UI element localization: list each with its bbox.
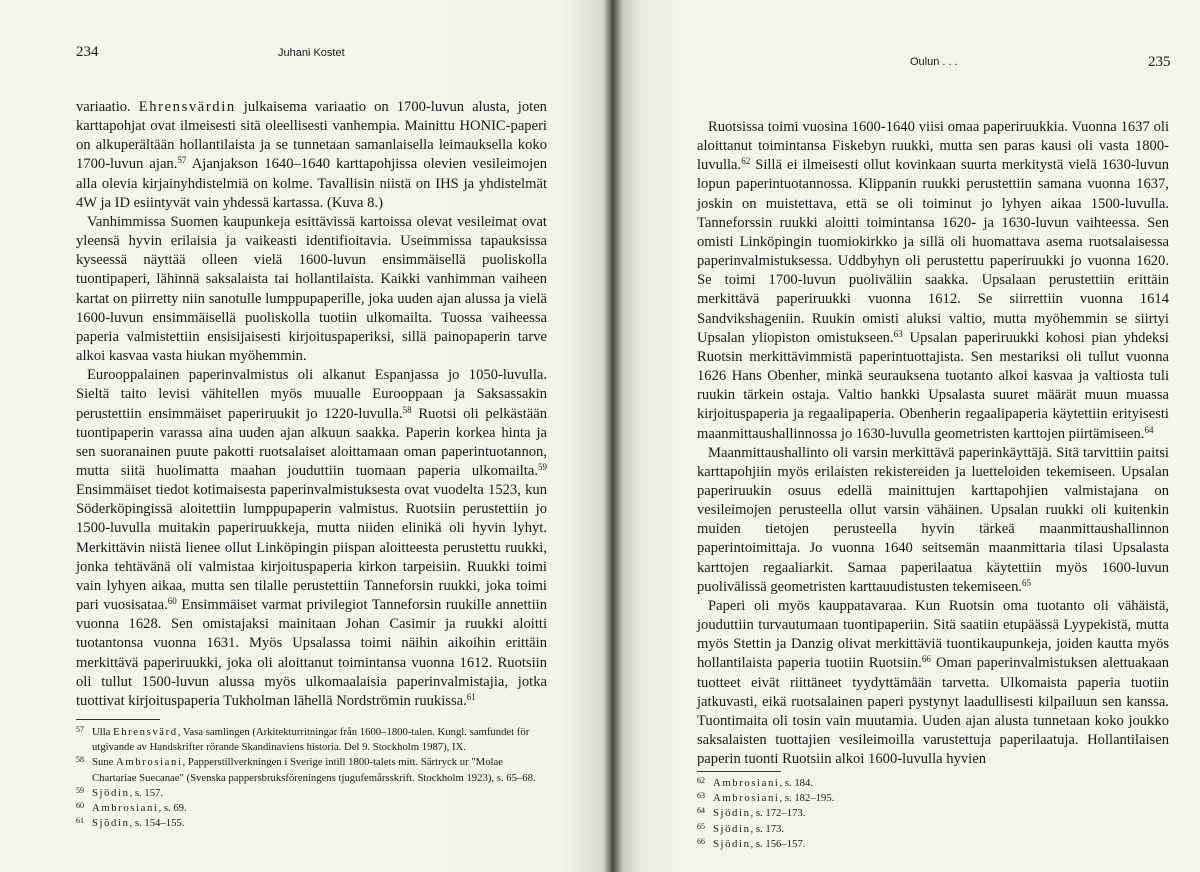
footnote-text: Sjödin, s. 157. xyxy=(92,786,164,799)
footnote xyxy=(697,806,997,821)
running-head: Oulun . . . xyxy=(910,56,958,68)
paragraph: Vanhimmissa Suomen kaupunkeja esittävissä kartoissa olevat vesileimat ovat yleensä hyvin erilaisia ja vaikeasti identifioitavia. Useimmissa tapauksissa kyseessä näyttää olleen vielä 1600-luvun ensimmäisellä puoliskolla tuontipaperi, lähinnä saksalaista tai hollantilaista. Kaikki vanhimman vaiheen kartat on piirretty niin sanotulle lumppupaperille, joka uuden ajan alussa ja vielä 1600-luvun ensimmäisellä puoliskolla tuotiin ulkomailta. Tuossa vaiheessa paperia valmistettiin ensisijaisesti kirjoituspaperiksi, sillä painopaperin tarve alkoi kasvaa vasta hiukan myöhemmin. xyxy=(76,213,547,365)
footnote-number: 63 xyxy=(697,791,705,801)
footnote-number: 58 xyxy=(76,755,84,765)
body-text xyxy=(697,118,1169,769)
footnote-text: Sjödin, s. 156–157. xyxy=(713,837,806,850)
footnote xyxy=(697,776,997,791)
footnote-number: 62 xyxy=(697,776,705,785)
footnote xyxy=(76,786,550,801)
footnote-text: Sune Ambrosiani, Papperstillverkningen i Sverige intill 1800-talets mitt. Särtryck ur "Molae Chartariae Suecanae" (Svenska pappersbruksföreningens tjugufemårsskrift. Stockholm 1923), s. 65–68. xyxy=(92,756,536,784)
footnotes xyxy=(697,776,997,852)
paragraph: Ruotsissa toimi vuosina 1600-1640 viisi omaa paperiruukkia. Vuonna 1637 oli aloittanut toimintansa Fiskebyn ruukki, mutta sen paras kausi oli vasta 1800-luvulla.$^{62}$ Sillä ei ilmeisesti ollut kovinkaan suurta merkitystä vielä 1630-luvun lopun paperintuotannossa. Klippanin ruukki perustettiin samana vuonna 1637, joskin on muistettava, että se oli toiminut jo lyhyen aikaa 1500-luvulla. Tanneforssin ruukki aloitti toimintansa 1620- ja 1630-luvun vaihteessa. Sen omisti Linköpingin tuomiokirkko ja sillä oli huomattava asema ruotsalaisessa paperinvalmistuksessa. Uddbyhyn oli perustettu paperiruukki jo vuonna 1620. Se toimi 1700-luvun puoliväliin saakka. Upsalaan perustettiin erittäin merkittävä paperiruukki vuonna 1612. Se siirrettiin vuonna 1614 Sandvikshageniin. Ruukin omisti aluksi valtio, mutta myöhemmin se siirtyi Upsalan yliopiston omistukseen.$^{63}$ Upsalan paperiruukki kohosi pian yhdeksi Ruotsin merkittävimmistä paperintuottajista. Sen mestariksi oli tullut vuonna 1626 Hans Obenher, minkä seurauksena tuotanto alkoi kasvaa ja valtiosta tuli ruukin tärkein ostaja. Valtio hankki Upsalasta suuret määrät muun muassa kirjoituspaperia ja regaalipaperia. Obenherin regaalipaperia käytettiin erityisesti maanmittaushallinnossa jo 1630-luvulla geometristen karttojen piirtämiseen.$^{64}$ xyxy=(697,119,1169,442)
footnote-number: 60 xyxy=(76,801,84,811)
paragraph: Maanmittaushallinto oli varsin merkittävä paperinkäyttäjä. Sitä tarvittiin paitsi karttapohjiin myös erilaisten rekistereiden ja luetteloiden tekemiseen. Upsalan paperiruukin osuus edellä mainittujen karttapohjien valmistajana on vesileimojen perusteella ollut varsin vähäinen. Upsalan ruukki oli kuitenkin muiden tietojen perusteella hyvin tärkeä maanmittaushallinnon paperintoimittaja. Jo vuonna 1640 seitsemän maanmittaria tilasi Upsalasta karttojen regaaliarkit. Samaa paperilaatua käytettiin myös 1600-luvun puolivälissä geometristen karttauudistusten tekemiseen.$^{65}$ xyxy=(697,444,1169,595)
footnote xyxy=(76,801,550,816)
footnotes xyxy=(76,725,550,831)
page-number: 234 xyxy=(76,44,99,60)
footnote-number: 66 xyxy=(697,836,705,846)
footnote xyxy=(697,837,997,852)
footnote xyxy=(697,822,997,837)
footnote xyxy=(76,755,550,785)
paragraph: Paperi oli myös kauppatavaraa. Kun Ruotsin oma tuotanto oli vähäistä, jouduttiin turvautumaan tuontipaperiin. Sitä saatiin etupäässä Lyypekistä, mutta myös Stettin ja Danzig olivat merkittäviä tuontikaupunkeja, joiden kautta myös hollantilaista paperia tuotiin Ruotsiin.$^{66}$ Oman paperinvalmistuksen alettuakaan tuotteet eivät riittäneet tyydyttämään tarvetta. Ulkomaista paperia tuotiin jatkuvasti, eikä ruotsalainen paperi pystynyt laadullisesti kilpailuun sen kanssa. Tuontimaita oli tosin vain muutamia. Uuden ajan alusta tunnetaan koko joukko saksalaisten tuottajien vesileimoilla varustettuja paperilaatuja. Hollantilaisen paperin tuonti Ruotsiin alkoi 1600-luvulla hyvien xyxy=(697,597,1170,768)
footnote-number: 59 xyxy=(76,785,84,795)
footnote-number: 65 xyxy=(697,821,705,831)
page-number: 235 xyxy=(1148,54,1171,70)
footnote xyxy=(76,816,550,831)
footnote-rule xyxy=(76,719,160,720)
footnote-number: 64 xyxy=(697,806,705,816)
footnote-text: Ambrosiani, s. 182–195. xyxy=(713,792,835,805)
footnote-text: Ulla Ehrensvärd, Vasa samlingen (Arkitekturritningar från 1600–1800-talen. Kungl. samfundet för utgivande av Handskrifter rörande Skandinaviens historia. Del 9. Stockholm 1987), IX. xyxy=(92,726,530,754)
right-page xyxy=(612,0,1200,872)
footnote-text: Sjödin, s. 172–173. xyxy=(713,807,806,820)
body-text xyxy=(76,98,547,711)
footnote-text: Ambrosiani, s. 69. xyxy=(92,802,187,815)
footnote-text: Ambrosiani, s. 184. xyxy=(713,777,814,789)
paragraph: Eurooppalainen paperinvalmistus oli alkanut Espanjassa jo 1050-luvulla. Sieltä taito levisi vähitellen myös muualle Eurooppaan ja Saksassakin perustettiin ensimmäiset paperiruukit jo 1220-luvulla.$^{58}$ Ruotsi oli pelkästään tuontipaperin varassa aina uuden ajan alkuun saakka. Paperin korkea hinta ja sen suoranainen puute pakotti ruotsalaiset aloittamaan oman paperintuotannon, mutta siitä huolimatta maahan jouduttiin tuomaan paperia ulkomailta.$^{59}$ Ensimmäiset tiedot kotimaisesta paperinvalmistuksesta ovat vuodelta 1523, kun Söderköpingissä aloitettiin lumppupaperin valmistus. Ruotsiin perustettiin jo 1500-luvulla muitakin paperiruukkeja, mutta niiden elinikä oli hyvin lyhyt. Merkittävin niistä lienee ollut Linköpingin piispan aloitteesta perustettu ruukki, jonka tehtävänä oli valmistaa kirjoituspaperia kirkon tarpeisiin. Ruukki toimi vain lyhyen aikaa, mutta sen tilalle perustettiin Tanneforsin ruukki, joka toimi pari vuosisataa.$^{60}$ Ensimmäiset varmat privilegiot Tanneforsin ruukille annettiin vuonna 1628. Sen omistajaksi mainitaan Johan Casimir ja ruukki aloitti tuotantonsa vuonna 1631. Myös Upsalassa toimi näihin aikoihin erittäin merkittävä paperiruukki, joka oli aloittanut toimintansa vuonna 1612. Ruotsiin oli tullut 1500-luvun alussa myös ulkomaalaisia paperinvalmistajia, jotka tuottivat kirjoituspaperia Tukholman lähellä Nordströmin ruukissa.$^{61}$ xyxy=(76,367,548,709)
footnote-text: Sjödin, s. 154–155. xyxy=(92,817,185,830)
footnote xyxy=(697,791,997,806)
footnote-text: Sjödin, s. 173. xyxy=(713,822,785,835)
footnote-rule xyxy=(697,771,781,772)
footnote-number: 57 xyxy=(76,725,84,734)
footnote-number: 61 xyxy=(76,816,84,826)
running-head: Juhani Kostet xyxy=(278,47,345,59)
paragraph: variaatio. Ehrensvärdin julkaisema variaatio on 1700-luvun alusta, joten karttapohjat ovat ilmeisesti sitä oleellisesti vanhempia. Mainittu HONIC-paperi on alkuperältään hollantilaista ja se tunnetaan samanlaisella leimauksella koko 1700-luvun ajan.$^{57}$ Ajanjakson 1640–1640 karttapohjissa olevien vesileimojen alla olevia kirjainyhdistelmiä on kolme. Tavallisin niistä on IHS ja yhdistelmät 4W ja ID esiintyvät vain yhdessä kartassa. (Kuva 8.) xyxy=(76,99,547,211)
footnote xyxy=(76,725,550,755)
